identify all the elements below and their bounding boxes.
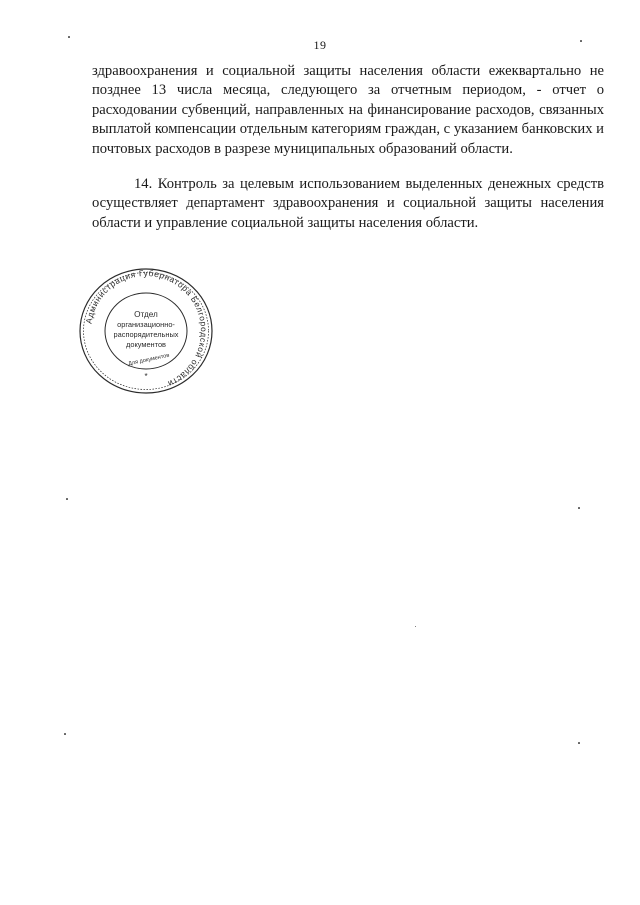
paragraph-continuation: здравоохранения и социальной защиты населения области ежеквартально не позднее 13 числа месяца, следующего за отчетным периодом, - отчет о расходовании субвенций, направленных на финансирование расходов, связанных выплатой компенсации отдельным категориям граждан, с указанием банковских и почтовых расходов в разрезе муниципальных образований области. [92,63,604,157]
stamp-line-4: документов [126,340,166,349]
paragraph-item-14: 14. Контроль за целевым использованием выделенных денежных средств осуществляет департамент здравоохранения и социальной защиты населения области и управление социальной защиты населения области. [92,176,604,231]
page-number: 19 [313,38,327,52]
stamp-outer-text: Администрация Губернатора Белгородской области [83,267,210,390]
stamp-seal-icon [77,266,215,396]
stamp-line-1: Отдел [134,310,158,319]
stamp-star: * [144,372,148,381]
stamp-line-2: организационно- [117,320,175,329]
stamp-line-3: распорядительных [113,330,179,339]
official-stamp [77,266,215,396]
stamp-bottom-text: Для документов [127,352,170,368]
